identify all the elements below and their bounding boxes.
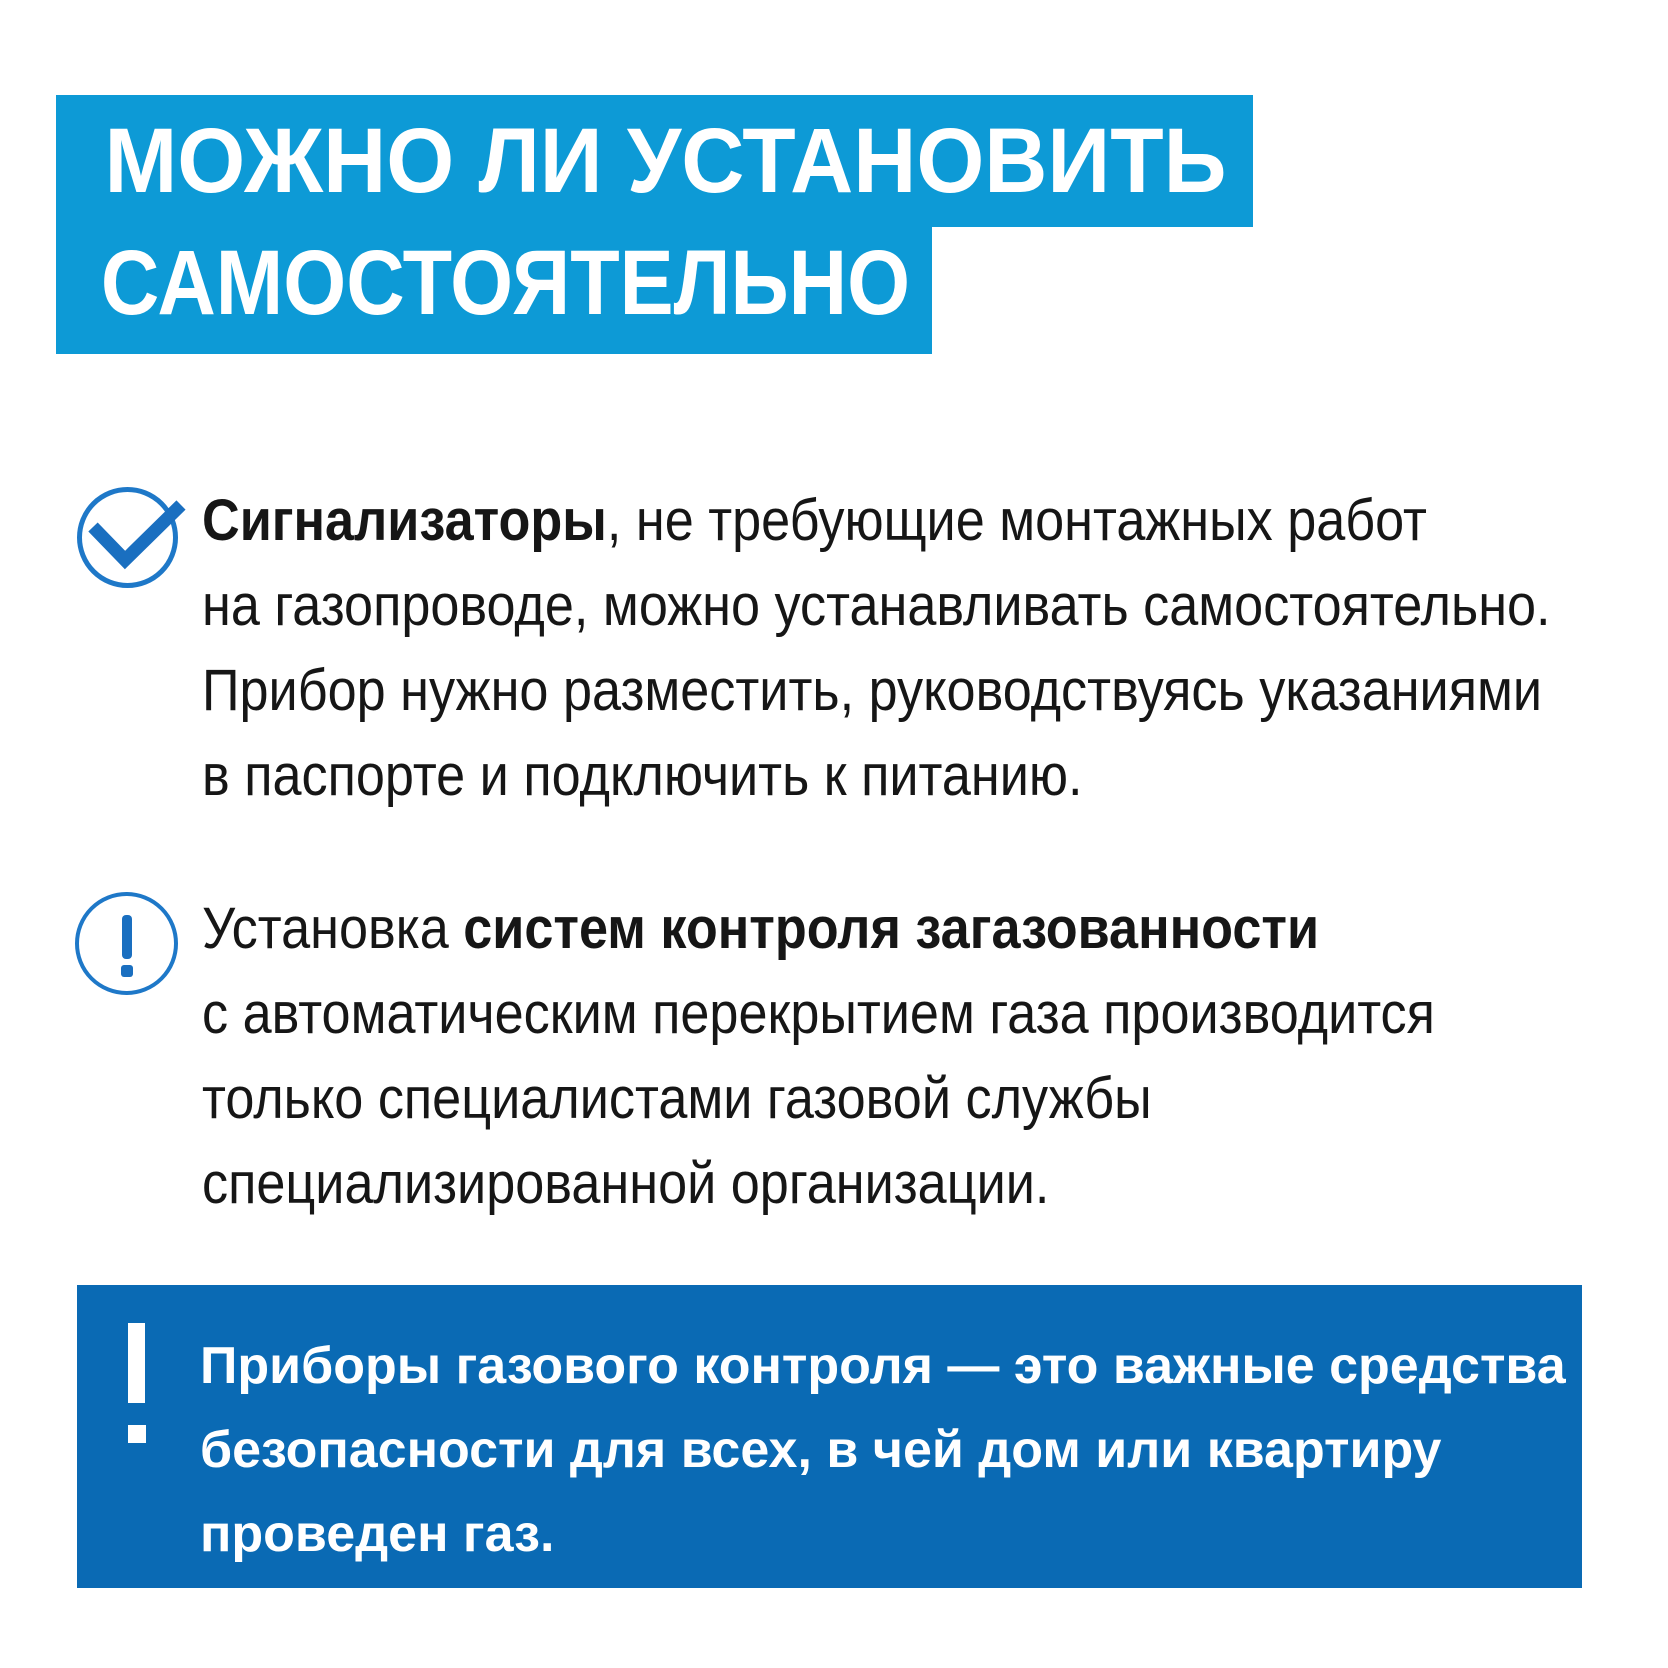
callout-line-1: Приборы газового контроля — это важные средства (200, 1337, 1566, 1395)
section-2-line-1 (202, 886, 1435, 971)
section-2-paragraph (202, 886, 1435, 1226)
check-circle-icon (77, 487, 178, 588)
section-1-line-1-bold: Сигнализаторы (202, 488, 607, 553)
page-title-line-1: МОЖНО ЛИ УСТАНОВИТЬ (104, 110, 1227, 212)
section-1-paragraph (202, 478, 1551, 818)
section-2-line-1-pre: Установка (202, 896, 464, 961)
check-mark (77, 487, 192, 588)
callout-line-3: проведен газ. (200, 1505, 555, 1563)
section-2-line-1-bold: систем контроля загазованности (463, 896, 1320, 961)
page-title-line-2: САМОСТОЯТЕЛЬНО (100, 232, 911, 334)
section-1-line-1 (202, 478, 1551, 563)
exclamation-circle-icon (75, 892, 178, 995)
section-1-line-2: на газопроводе, можно устанавливать самостоятельно. (202, 573, 1551, 638)
exclamation-bar (122, 915, 132, 959)
section-1-line-1-rest: , не требующие монтажных работ (606, 488, 1427, 553)
section-2-line-4: специализированной организации. (202, 1151, 1050, 1216)
section-1-line-3: Прибор нужно разместить, руководствуясь указаниями (202, 658, 1543, 723)
callout-box (77, 1285, 1582, 1588)
title-banner-row-2 (56, 227, 932, 354)
section-1-line-4: в паспорте и подключить к питанию. (202, 743, 1083, 808)
exclamation-icon-dot (128, 1425, 146, 1443)
callout-line-2: безопасности для всех, в чей дом или квартиру (200, 1421, 1442, 1479)
exclamation-dot (121, 965, 133, 977)
exclamation-icon (128, 1323, 145, 1403)
section-2-line-3: только специалистами газовой службы (202, 1066, 1152, 1131)
callout-paragraph (200, 1324, 1566, 1576)
section-2-line-2: с автоматическим перекрытием газа производится (202, 981, 1435, 1046)
title-banner-row-1 (56, 95, 1253, 227)
